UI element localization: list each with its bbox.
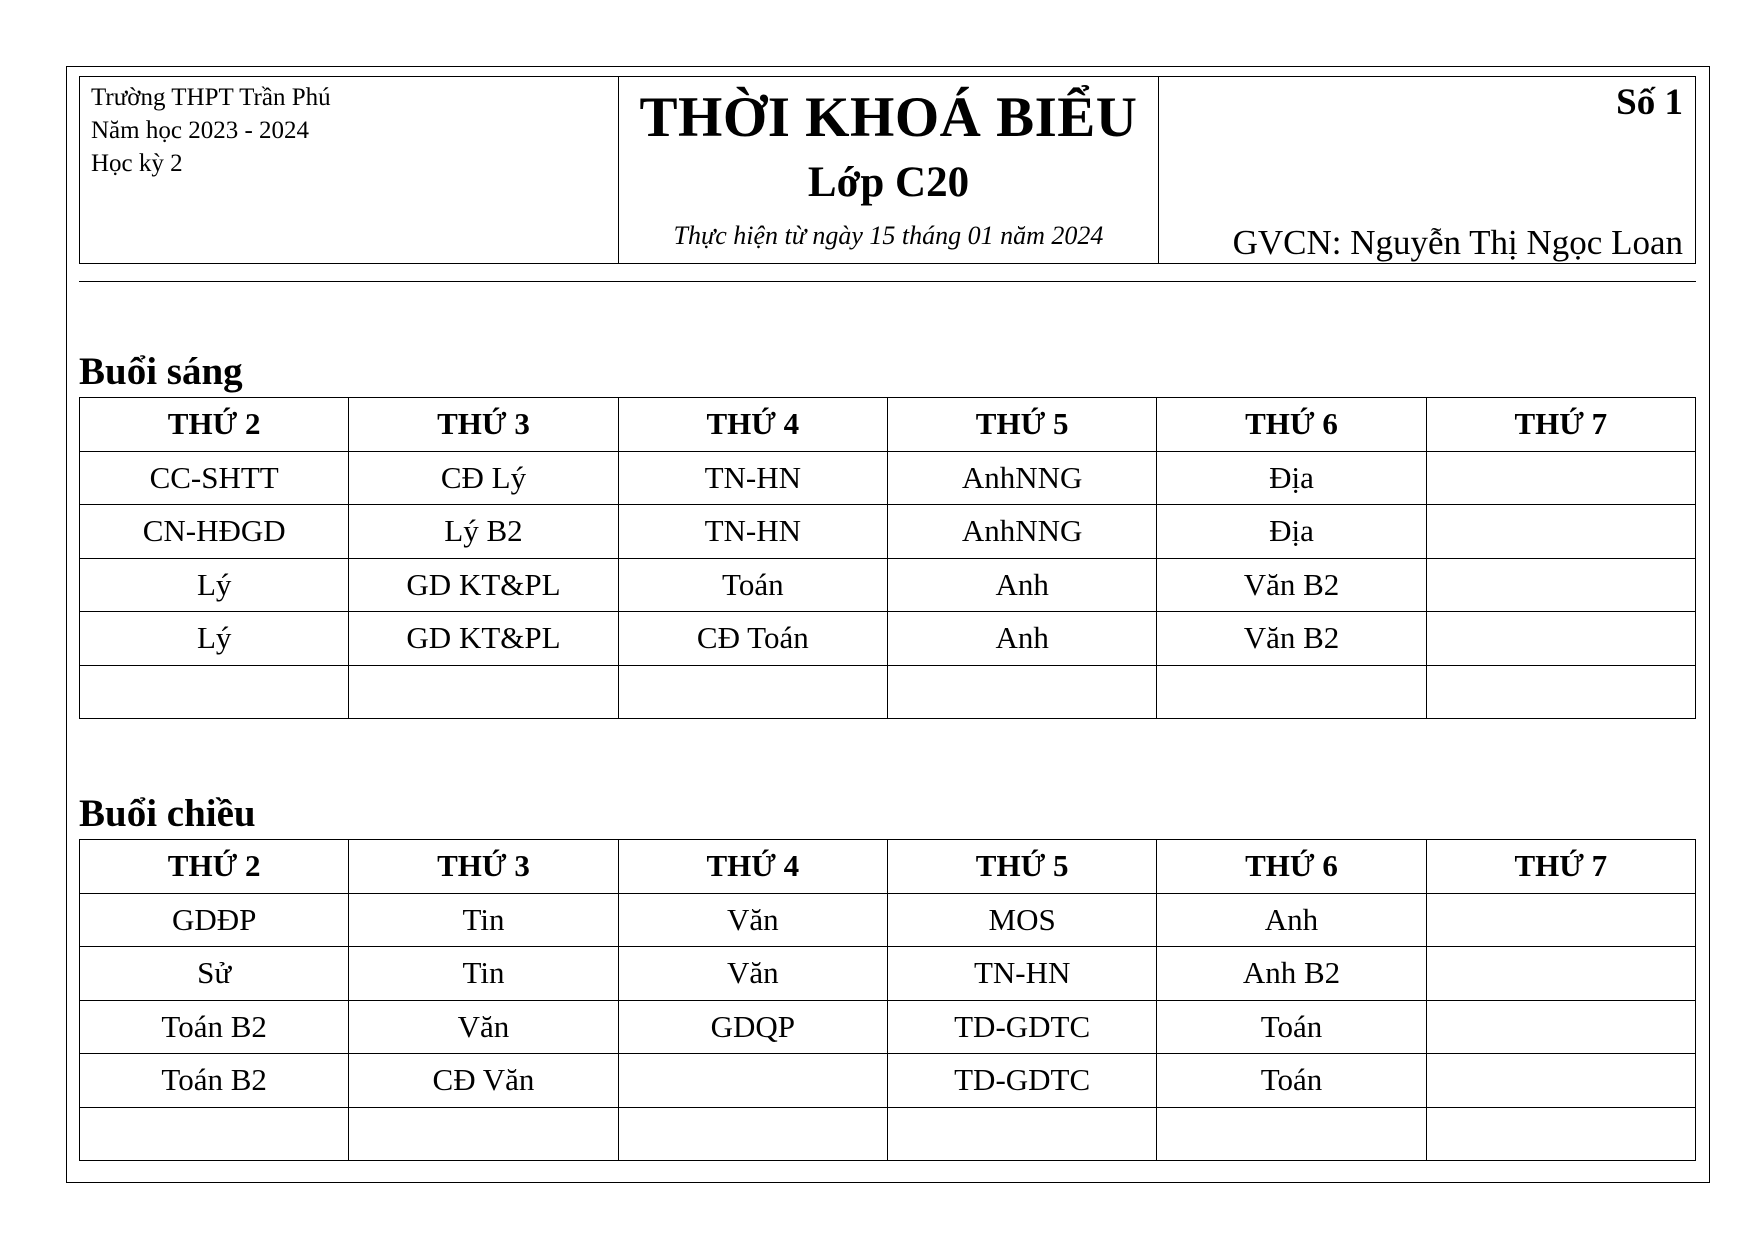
day-header: THỨ 6 — [1157, 840, 1426, 894]
day-header: THỨ 2 — [80, 398, 349, 452]
subject-cell — [887, 665, 1156, 719]
subject-cell — [1426, 893, 1695, 947]
school-year: Năm học 2023 - 2024 — [91, 117, 310, 144]
subject-cell: Văn — [618, 947, 887, 1001]
class-name: Lớp C20 — [807, 159, 970, 206]
subject-cell — [349, 1107, 618, 1161]
subject-cell: Anh — [1157, 893, 1426, 947]
subject-cell — [1157, 1107, 1426, 1161]
school-info — [80, 77, 619, 263]
subject-cell: Toán B2 — [80, 1054, 349, 1108]
school-name: Trường THPT Trần Phú — [91, 84, 331, 111]
period-row — [80, 558, 1696, 612]
subject-cell: Địa — [1157, 505, 1426, 559]
subject-cell: Anh — [887, 612, 1156, 666]
subject-cell: AnhNNG — [887, 505, 1156, 559]
subject-cell: TN-HN — [618, 505, 887, 559]
semester: Học kỳ 2 — [91, 150, 183, 177]
subject-cell: CĐ Lý — [349, 451, 618, 505]
subject-cell: Văn — [349, 1000, 618, 1054]
subject-cell: Tin — [349, 893, 618, 947]
subject-cell: CC-SHTT — [80, 451, 349, 505]
subject-cell: Anh — [887, 558, 1156, 612]
subject-cell — [887, 1107, 1156, 1161]
morning-timetable — [79, 397, 1696, 719]
day-header: THỨ 6 — [1157, 398, 1426, 452]
morning-section-title: Buổi sáng — [79, 350, 243, 393]
subject-cell: Văn B2 — [1157, 612, 1426, 666]
day-header: THỨ 3 — [349, 398, 618, 452]
subject-cell — [1426, 451, 1695, 505]
subject-cell — [1426, 1000, 1695, 1054]
subject-cell — [618, 1054, 887, 1108]
day-header: THỨ 4 — [618, 398, 887, 452]
subject-cell: Anh B2 — [1157, 947, 1426, 1001]
day-header: THỨ 5 — [887, 398, 1156, 452]
subject-cell: CĐ Toán — [618, 612, 887, 666]
day-header: THỨ 7 — [1426, 840, 1695, 894]
subject-cell: Văn B2 — [1157, 558, 1426, 612]
period-row — [80, 451, 1696, 505]
subject-cell — [80, 665, 349, 719]
day-header: THỨ 5 — [887, 840, 1156, 894]
subject-cell: GDĐP — [80, 893, 349, 947]
subject-cell: GD KT&PL — [349, 558, 618, 612]
subject-cell: Toán — [1157, 1054, 1426, 1108]
subject-cell: Toán — [618, 558, 887, 612]
title-block — [619, 77, 1159, 263]
header-row — [80, 398, 1696, 452]
subject-cell — [1426, 665, 1695, 719]
period-row — [80, 893, 1696, 947]
timetable-header — [79, 76, 1696, 264]
header-row — [80, 840, 1696, 894]
subject-cell: TD-GDTC — [887, 1054, 1156, 1108]
subject-cell: MOS — [887, 893, 1156, 947]
subject-cell — [1426, 612, 1695, 666]
subject-cell — [618, 1107, 887, 1161]
afternoon-timetable — [79, 839, 1696, 1161]
day-header: THỨ 3 — [349, 840, 618, 894]
subject-cell: Toán B2 — [80, 1000, 349, 1054]
period-row — [80, 1054, 1696, 1108]
subject-cell: AnhNNG — [887, 451, 1156, 505]
subject-cell — [1426, 558, 1695, 612]
day-header: THỨ 7 — [1426, 398, 1695, 452]
page-title: THỜI KHOÁ BIỂU — [639, 86, 1138, 149]
subject-cell: Lý — [80, 612, 349, 666]
period-row — [80, 612, 1696, 666]
subject-cell — [349, 665, 618, 719]
period-row — [80, 1107, 1696, 1161]
subject-cell: CĐ Văn — [349, 1054, 618, 1108]
afternoon-section-title: Buổi chiều — [79, 792, 256, 835]
subject-cell — [1426, 505, 1695, 559]
subject-cell: TN-HN — [887, 947, 1156, 1001]
subject-cell — [1426, 947, 1695, 1001]
effective-date: Thực hiện từ ngày 15 tháng 01 năm 2024 — [673, 221, 1104, 250]
subject-cell: Địa — [1157, 451, 1426, 505]
day-header: THỨ 2 — [80, 840, 349, 894]
schedule-number: Số 1 — [1616, 82, 1683, 123]
day-header: THỨ 4 — [618, 840, 887, 894]
subject-cell: TD-GDTC — [887, 1000, 1156, 1054]
subject-cell — [1157, 665, 1426, 719]
subject-cell: Toán — [1157, 1000, 1426, 1054]
subject-cell: Sử — [80, 947, 349, 1001]
subject-cell: TN-HN — [618, 451, 887, 505]
period-row — [80, 947, 1696, 1001]
subject-cell: Tin — [349, 947, 618, 1001]
schedule-info — [1159, 77, 1695, 263]
subject-cell — [1426, 1054, 1695, 1108]
period-row — [80, 505, 1696, 559]
subject-cell: Lý B2 — [349, 505, 618, 559]
homeroom-teacher: GVCN: Nguyễn Thị Ngọc Loan — [1232, 223, 1683, 262]
subject-cell: Lý — [80, 558, 349, 612]
divider — [79, 281, 1696, 282]
subject-cell — [1426, 1107, 1695, 1161]
period-row — [80, 1000, 1696, 1054]
period-row — [80, 665, 1696, 719]
subject-cell: GD KT&PL — [349, 612, 618, 666]
subject-cell — [80, 1107, 349, 1161]
subject-cell: Văn — [618, 893, 887, 947]
subject-cell: CN-HĐGD — [80, 505, 349, 559]
subject-cell — [618, 665, 887, 719]
subject-cell: GDQP — [618, 1000, 887, 1054]
